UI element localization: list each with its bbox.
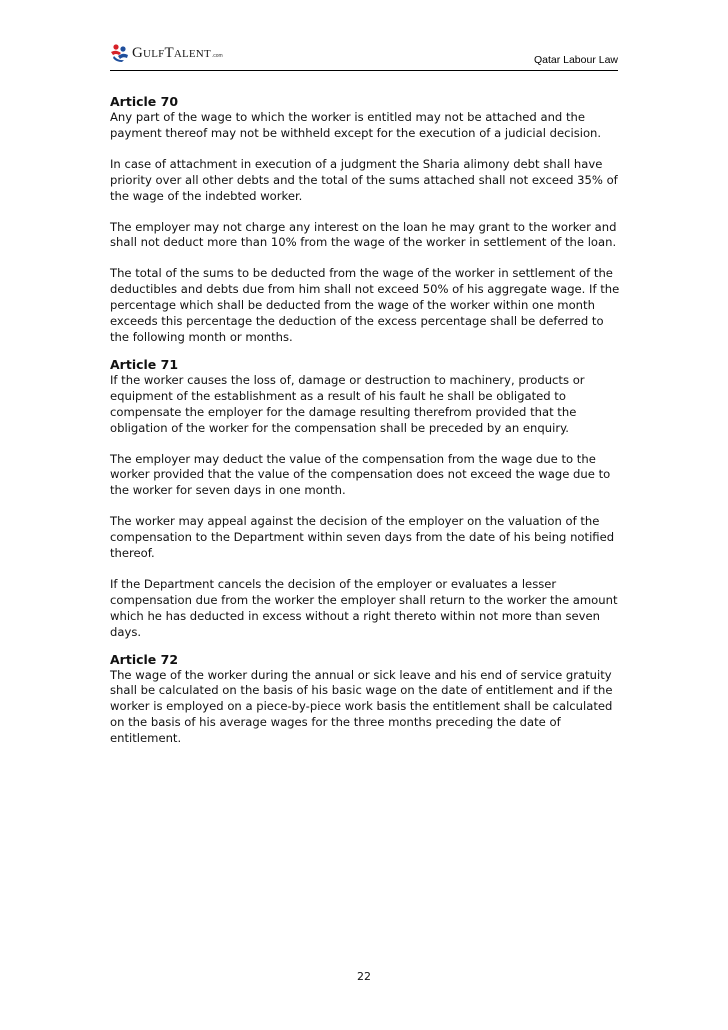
article-70 (110, 93, 622, 346)
paragraph: If the worker causes the loss of, damage or destruction to machinery, products or equipment of the establishment as a result of his fault he shall be obligated to compensate the employer for the damage resulting therefrom provided that the obligation of the worker for the compensation shall be preceded by an enquiry. (110, 372, 585, 435)
logo-suffix: .com (211, 53, 223, 59)
paragraph: In case of attachment in execution of a judgment the Sharia alimony debt shall have priority over all other debts and the total of the sums attached shall not exceed 35% of the wage of the indebted worker. (110, 156, 618, 203)
article-heading: Article 71 (110, 356, 179, 372)
logo-initial-g: G (132, 44, 144, 61)
page-number: 22 (357, 970, 371, 983)
paragraph: The wage of the worker during the annual or sick leave and his end of service gratuity shall be calculated on the basis of his basic wage on the date of entitlement and if the worker is employed on a piece-by-piece work basis the entitlement shall be calculated on the basis of his average wages for the three months preceding the date of entitlement. (110, 667, 613, 746)
article-heading: Article 70 (110, 94, 179, 109)
document-title: Qatar Labour Law (533, 54, 618, 66)
figures-icon (110, 43, 130, 63)
page-header (110, 38, 618, 71)
logo-text-ulf: ULF (143, 47, 165, 60)
document-body (110, 93, 622, 762)
logo-wordmark (132, 45, 211, 62)
paragraph: Any part of the wage to which the worker is entitled may not be attached and the payment thereof may not be withheld except for the execution of a judicial decision. (110, 110, 602, 140)
gulftalent-logo (110, 42, 223, 64)
paragraph: The total of the sums to be deducted from the wage of the worker in settlement of the deductibles and debts due from him shall not exceed 50% of his aggregate wage. If the percentage which shall be deducted from the wage of the worker within one month exceeds this percentage the deduction of the excess percentage shall be deferred to the following month or months. (110, 266, 620, 344)
logo-initial-t: T (164, 44, 174, 61)
article-72 (110, 651, 622, 748)
logo-text-alent: ALENT (173, 47, 211, 60)
article-heading: Article 72 (110, 651, 179, 667)
paragraph: If the Department cancels the decision of the employer or evaluates a lesser compensation due from the worker the employer shall return to the worker the amount which he has deducted in excess without a right thereto within not more than seven days. (110, 576, 618, 639)
paragraph: The employer may not charge any interest on the loan he may grant to the worker and shall not deduct more than 10% from the wage of the worker in settlement of the loan. (110, 219, 617, 250)
article-71 (110, 356, 622, 641)
paragraph: The worker may appeal against the decision of the employer on the valuation of the compensation to the Department within seven days from the date of his being notified thereof. (110, 514, 615, 561)
paragraph: The employer may deduct the value of the compensation from the wage due to the worker provided that the value of the compensation does not exceed the wage due to the worker for seven days in one month. (110, 451, 611, 498)
